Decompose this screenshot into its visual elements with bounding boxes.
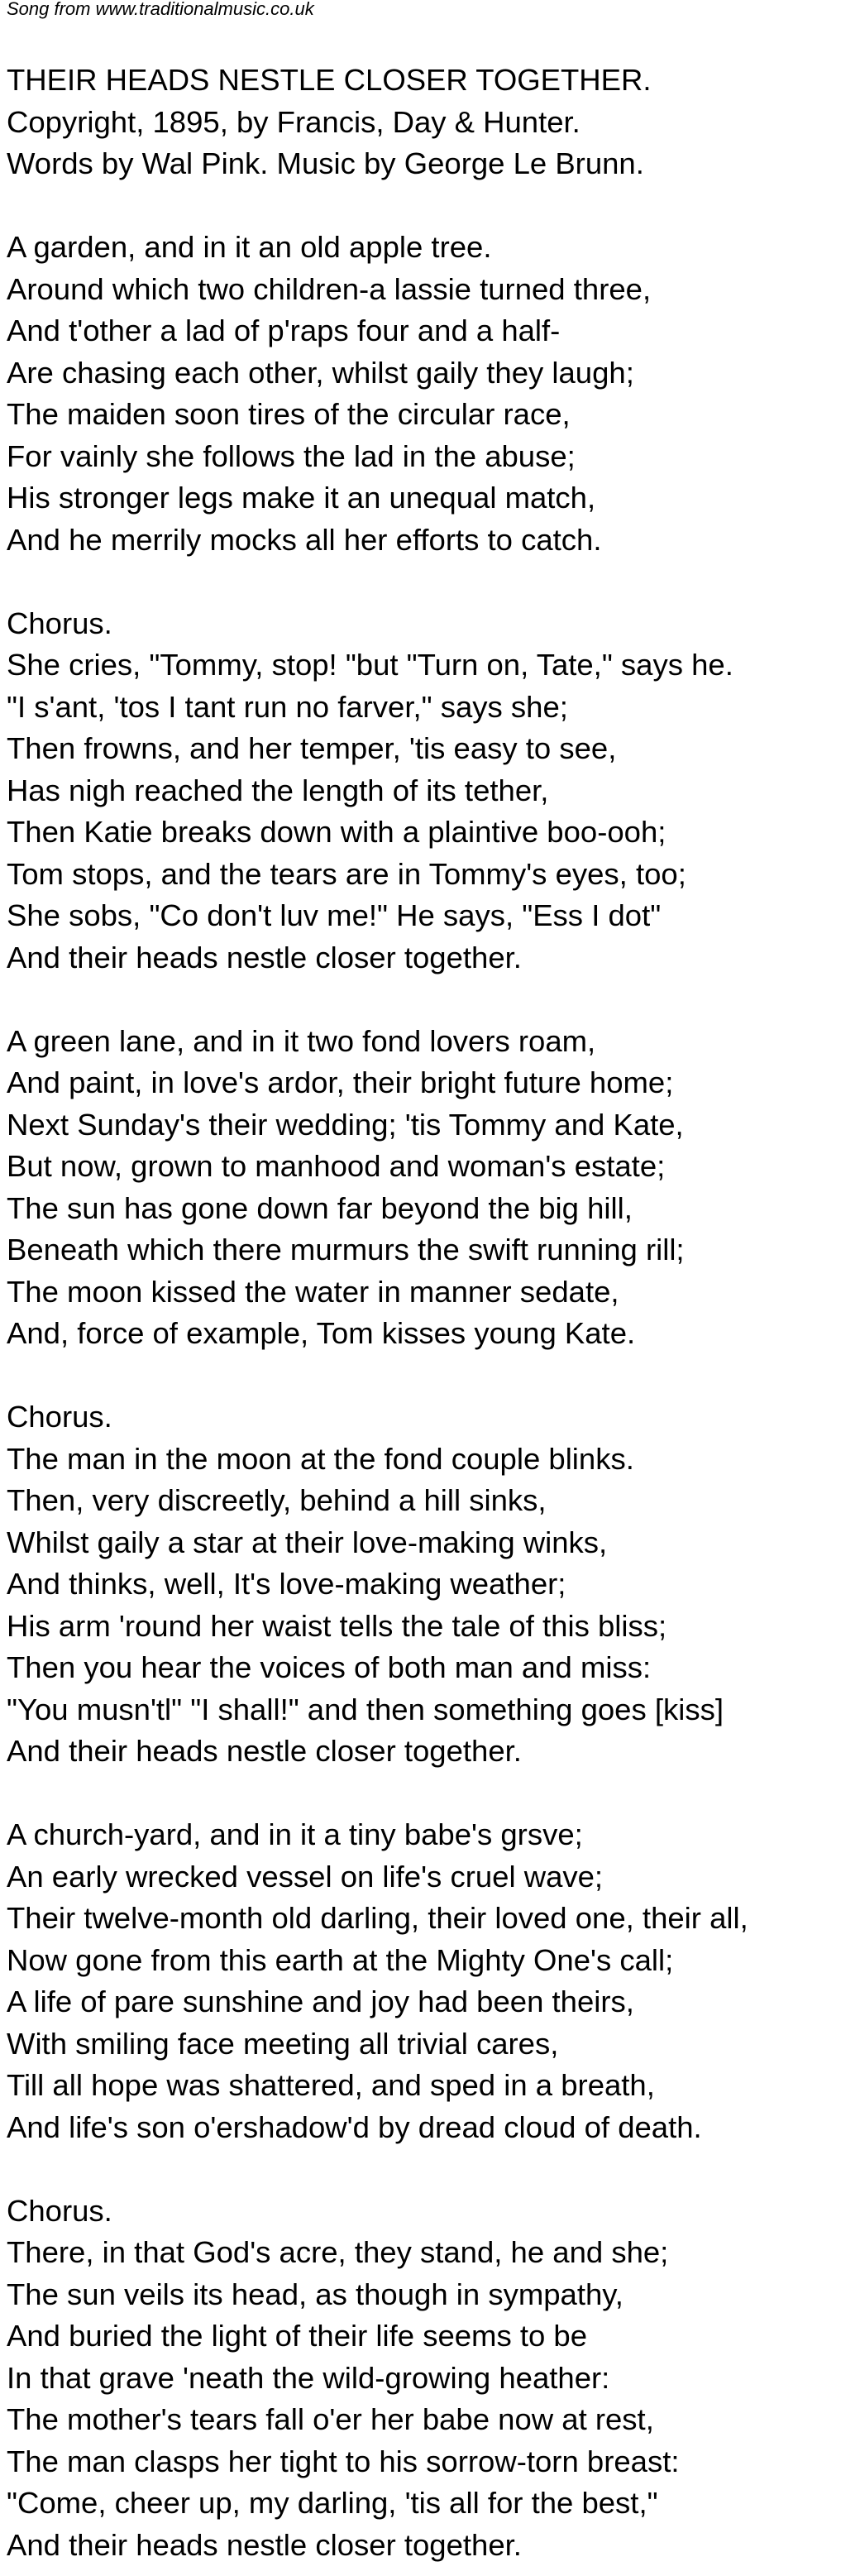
lyric-line: Tom stops, and the tears are in Tommy's eyes, too; (7, 856, 686, 891)
lyric-line: Now gone from this earth at the Mighty One's call; (7, 1942, 674, 1977)
lyric-line: Then, very discreetly, behind a hill sinks, (7, 1483, 547, 1517)
lyric-line: Then Katie breaks down with a plaintive boo-ooh; (7, 815, 666, 849)
lyric-line: Around which two children-a lassie turned three, (7, 271, 652, 306)
lyric-line: Then you hear the voices of both man and miss: (7, 1650, 652, 1684)
lyric-line: She cries, "Tommy, stop! "but "Turn on, Tate," says he. (7, 648, 733, 682)
lyric-line: Are chasing each other, whilst gaily they laugh; (7, 355, 634, 390)
lyric-line: Whilst gaily a star at their love-making winks, (7, 1525, 608, 1559)
lyric-line: The maiden soon tires of the circular race, (7, 397, 571, 431)
stanza-gap (7, 979, 858, 1021)
verse-1 (7, 227, 858, 561)
lyric-line: In that grave 'neath the wild-growing heather: (7, 2360, 610, 2395)
lyric-line: And thinks, well, It's love-making weather; (7, 1567, 566, 1601)
stanza-gap (7, 1773, 858, 1815)
stanza-gap (7, 2148, 858, 2191)
chorus-3 (7, 2191, 858, 2567)
song-title: THEIR HEADS NESTLE CLOSER TOGETHER. (7, 63, 652, 97)
source-attribution: Song from www.traditionalmusic.co.uk (7, 0, 314, 19)
lyric-line: Has nigh reached the length of its tether, (7, 773, 549, 807)
lyric-line: And their heads nestle closer together. (7, 1734, 522, 1768)
lyric-line: And their heads nestle closer together. (7, 2527, 522, 2562)
stanza-gap (7, 1355, 858, 1397)
lyric-line: A garden, and in it an old apple tree. (7, 230, 492, 264)
lyric-line: Next Sunday's their wedding; 'tis Tommy and Kate, (7, 1107, 684, 1142)
lyric-line: The man in the moon at the fond couple blinks. (7, 1441, 634, 1476)
lyric-line: For vainly she follows the lad in the abuse; (7, 438, 576, 473)
lyric-line: And their heads nestle closer together. (7, 940, 522, 974)
stanza-gap (7, 561, 858, 603)
lyric-line: The sun has gone down far beyond the big hill, (7, 1190, 633, 1225)
lyric-line: And paint, in love's ardor, their bright future home; (7, 1065, 674, 1099)
credits-line: Words by Wal Pink. Music by George Le Brunn. (7, 146, 644, 180)
lyric-line: And life's son o'ershadow'd by dread cloud of death. (7, 2109, 702, 2144)
lyric-line: Then frowns, and her temper, 'tis easy to see, (7, 731, 617, 765)
lyric-line: Their twelve-month old darling, their loved one, their all, (7, 1901, 748, 1935)
lyric-line: A life of pare sunshine and joy had been theirs, (7, 1985, 634, 2018)
lyric-line: Till all hope was shattered, and sped in a breath, (7, 2068, 655, 2102)
lyric-line: There, in that God's acre, they stand, he and she; (7, 2235, 669, 2269)
lyric-line: And buried the light of their life seems to be (7, 2319, 588, 2353)
lyrics-document (7, 60, 858, 2566)
lyric-line: An early wrecked vessel on life's cruel wave; (7, 1859, 604, 1894)
lyric-line: With smiling face meeting all trivial cares, (7, 2026, 559, 2061)
lyric-line: His stronger legs make it an unequal match, (7, 481, 596, 515)
lyric-line: And, force of example, Tom kisses young Kate. (7, 1316, 636, 1350)
lyric-line: And t'other a lad of p'raps four and a half- (7, 314, 561, 347)
lyric-line: Beneath which there murmurs the swift running rill; (7, 1233, 685, 1266)
chorus-1 (7, 603, 858, 979)
lyric-line: A church-yard, and in it a tiny babe's grsve; (7, 1817, 583, 1851)
chorus-2 (7, 1396, 858, 1773)
lyric-line: The mother's tears fall o'er her babe now at rest, (7, 2402, 654, 2436)
lyric-line: The man clasps her tight to his sorrow-torn breast: (7, 2444, 680, 2478)
lyric-line: She sobs, "Co don't luv me!" He says, "Ess I dot" (7, 898, 662, 932)
stanza-gap (7, 185, 858, 227)
lyric-line: His arm 'round her waist tells the tale of this bliss; (7, 1608, 667, 1643)
chorus-label: Chorus. (7, 1400, 112, 1434)
lyric-line: "I s'ant, 'tos I tant run no farver," says she; (7, 689, 568, 724)
lyric-line: A green lane, and in it two fond lovers roam, (7, 1023, 596, 1058)
verse-3 (7, 1814, 858, 2148)
lyric-line: The moon kissed the water in manner sedate, (7, 1274, 619, 1309)
copyright-line: Copyright, 1895, by Francis, Day & Hunter. (7, 104, 580, 139)
verse-2 (7, 1021, 858, 1355)
song-header (7, 60, 858, 185)
lyric-line: And he merrily mocks all her efforts to catch. (7, 522, 602, 557)
lyric-line: "You musn'tl" "I shall!" and then something goes [kiss] (7, 1692, 724, 1726)
lyric-line: But now, grown to manhood and woman's estate; (7, 1149, 666, 1183)
chorus-label: Chorus. (7, 2193, 112, 2228)
lyric-line: "Come, cheer up, my darling, 'tis all for the best," (7, 2486, 658, 2520)
chorus-label: Chorus. (7, 606, 112, 640)
lyric-line: The sun veils its head, as though in sympathy, (7, 2277, 624, 2311)
